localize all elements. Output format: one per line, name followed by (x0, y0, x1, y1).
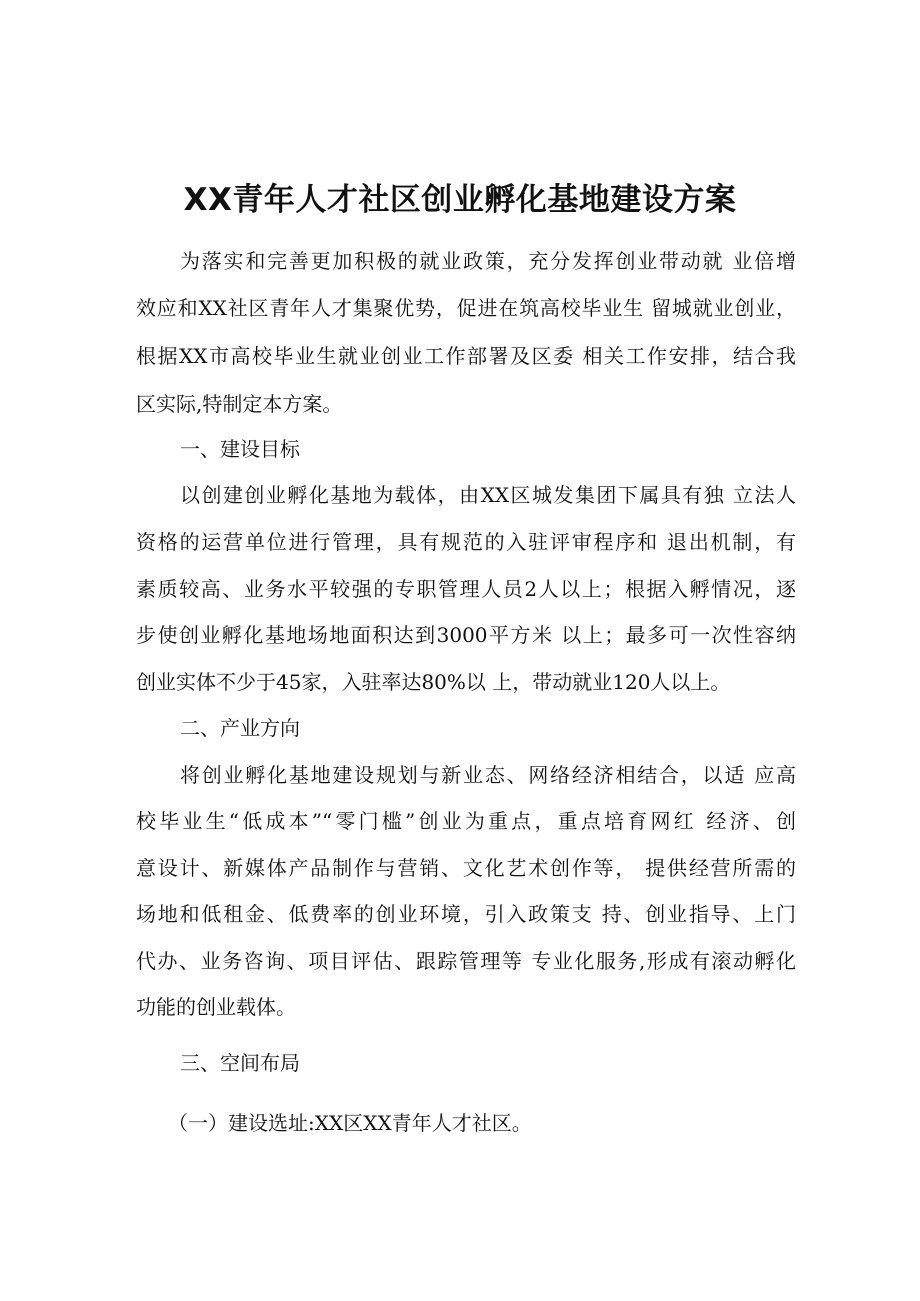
intro-line: 根据XX市高校毕业生就业创业工作部署及区委 相关工作安排，结合我 (136, 344, 796, 368)
section1-line: 资格的运营单位进行管理，具有规范的入驻评审程序和 退出机制，有 (136, 530, 796, 554)
section2-line: 将创业孵化基地建设规划与新业态、网络经济相结合，以适 应高 (180, 763, 796, 787)
section2-line: 功能的创业载体。 (136, 995, 296, 1019)
section3-item: （一）建设选址:XX区XX青年人才社区。 (168, 1111, 532, 1135)
section1-line: 以创建创业孵化基地为载体，由XX区城发集团下属具有独 立法人 (180, 483, 796, 507)
section1-line: 步使创业孵化基地场地面积达到3000平方米 以上；最多可一次性容纳 (136, 623, 796, 647)
intro-line: 为落实和完善更加积极的就业政策，充分发挥创业带动就 业倍增 (180, 249, 796, 273)
section2-line: 意设计、新媒体产品制作与营销、文化艺术创作等， 提供经营所需的 (136, 856, 796, 880)
section2-line: 校毕业生“低成本”“零门槛”创业为重点，重点培育网红 经济、创 (136, 809, 796, 833)
intro-line: 效应和XX社区青年人才集聚优势，促进在筑高校毕业生 留城就业创业， (136, 296, 796, 320)
section-heading-goals: 一、建设目标 (180, 437, 300, 461)
section2-line: 场地和低租金、低费率的创业环境，引入政策支 持、创业指导、上门 (136, 902, 796, 926)
section1-line: 创业实体不少于45家，入驻率达80%以 上，带动就业120人以上。 (136, 670, 731, 694)
section1-line: 素质较高、业务水平较强的专职管理人员2人以上；根据入孵情况，逐 (136, 577, 796, 601)
section-heading-industry: 二、产业方向 (180, 716, 300, 740)
intro-line: 区实际,特制定本方案。 (136, 392, 343, 416)
section-heading-layout: 三、空间布局 (180, 1051, 300, 1075)
document-title: XX青年人才社区创业孵化基地建设方案 (183, 182, 737, 218)
section2-line: 代办、业务咨询、项目评估、跟踪管理等 专业化服务,形成有滚动孵化 (136, 949, 796, 973)
